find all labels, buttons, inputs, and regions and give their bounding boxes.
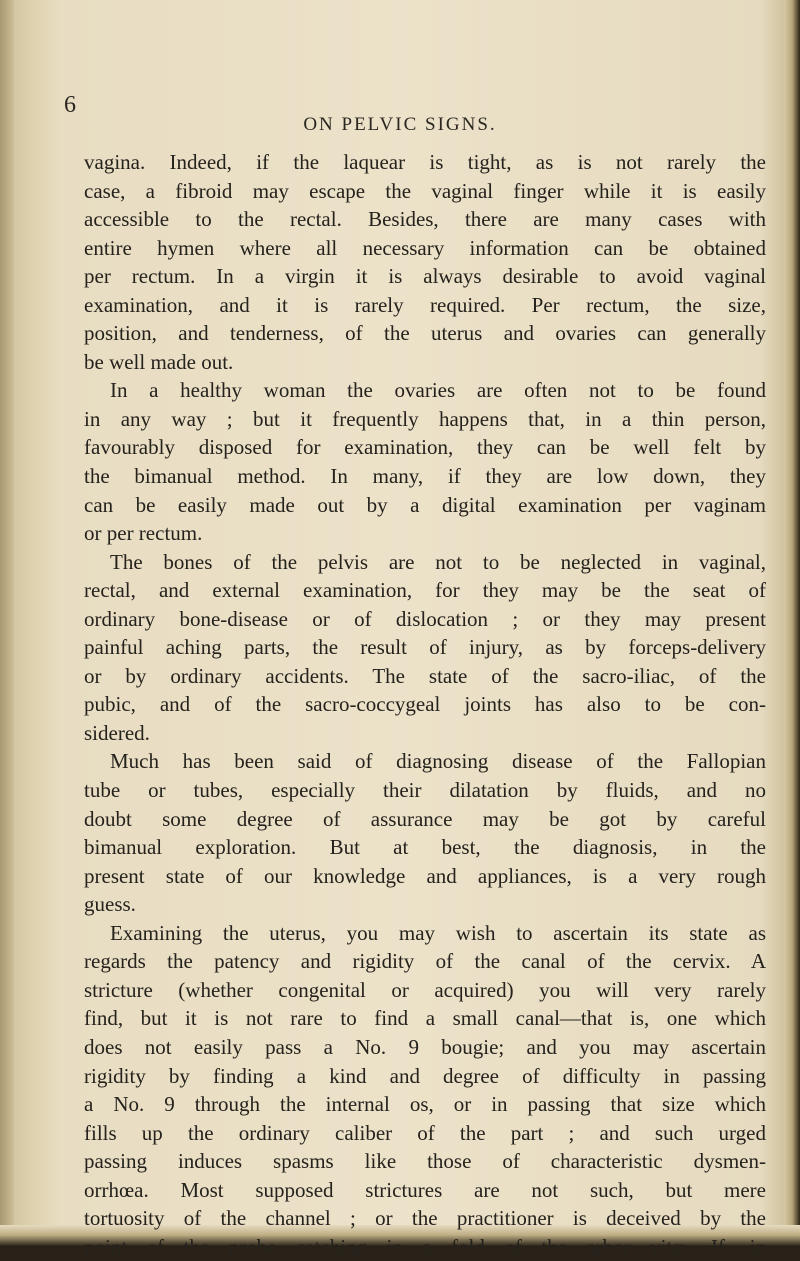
text-line: In a healthy woman the ovaries are often not to be found <box>110 378 766 403</box>
text-line: be well made out. <box>84 349 234 374</box>
text-line: regards the patency and rigidity of the canal of the cervix. A <box>84 949 766 974</box>
text-line: favourably disposed for examination, they can be well felt by <box>84 435 766 460</box>
text-line: can be easily made out by a digital examination per vaginam <box>84 492 766 517</box>
text-line: or per rectum. <box>84 521 203 546</box>
text-line: find, but it is not rare to find a small canal—that is, one which <box>84 1006 766 1031</box>
text-line: entire hymen where all necessary information can be obtained <box>84 235 766 260</box>
text-line: The bones of the pelvis are not to be neglected in vaginal, <box>110 549 766 574</box>
text-line: doubt some degree of assurance may be got by careful <box>84 806 766 831</box>
text-line: tube or tubes, especially their dilatation by fluids, and no <box>84 778 766 803</box>
text-line: guess. <box>84 892 136 917</box>
body-text <box>84 148 766 1261</box>
text-line: painful aching parts, the result of injury, as by forceps-delivery <box>84 635 766 660</box>
running-title: ON PELVIC SIGNS. <box>303 114 497 135</box>
text-line: rectal, and external examination, for they may be the seat of <box>84 578 766 603</box>
text-line: vagina. Indeed, if the laquear is tight, as is not rarely the <box>84 150 766 174</box>
text-line: tortuosity of the channel ; or the practitioner is deceived by the <box>84 1206 766 1231</box>
text-line: or by ordinary accidents. The state of the sacro-iliac, of the <box>84 663 766 688</box>
text-line: bimanual exploration. But at best, the diagnosis, in the <box>84 835 766 860</box>
text-line: passing induces spasms like those of characteristic dysmen- <box>84 1149 766 1174</box>
text-line: examination, and it is rarely required. Per rectum, the size, <box>84 292 766 317</box>
right-page-edge <box>784 0 800 1247</box>
text-line: per rectum. In a virgin it is always desirable to avoid vaginal <box>84 264 766 289</box>
text-line: stricture (whether congenital or acquired) you will very rarely <box>84 977 766 1002</box>
text-line: a No. 9 through the internal os, or in passing that size which <box>84 1092 766 1117</box>
text-line: accessible to the rectal. Besides, there are many cases with <box>84 207 766 232</box>
text-line: rigidity by finding a kind and degree of difficulty in passing <box>84 1063 766 1088</box>
text-line: does not easily pass a No. 9 bougie; and you may ascertain <box>84 1034 766 1059</box>
text-line: the bimanual method. In many, if they are low down, they <box>84 464 766 489</box>
text-line: Examining the uterus, you may wish to ascertain its state as <box>110 920 766 945</box>
text-line: case, a fibroid may escape the vaginal finger while it is easily <box>84 178 766 203</box>
text-line: orrhœa. Most supposed strictures are not such, but mere <box>84 1177 766 1202</box>
text-line: point of the probe catching in a fold of the arbor vitæ. If, in <box>84 1234 766 1259</box>
text-line: fills up the ordinary caliber of the part ; and such urged <box>84 1120 766 1145</box>
text-line: position, and tenderness, of the uterus and ovaries can generally <box>84 321 766 346</box>
text-line: ordinary bone-disease or of dislocation ; or they may present <box>84 606 766 631</box>
text-line: in any way ; but it frequently happens that, in a thin person, <box>84 406 766 431</box>
text-line: Much has been said of diagnosing disease of the Fallopian <box>110 749 766 774</box>
text-line: present state of our knowledge and appliances, is a very rough <box>84 863 766 888</box>
text-line: pubic, and of the sacro-coccygeal joints has also to be con- <box>84 692 766 717</box>
text-line: sidered. <box>84 720 150 745</box>
page-number: 6 <box>64 92 76 118</box>
spine-shadow <box>0 0 14 1247</box>
